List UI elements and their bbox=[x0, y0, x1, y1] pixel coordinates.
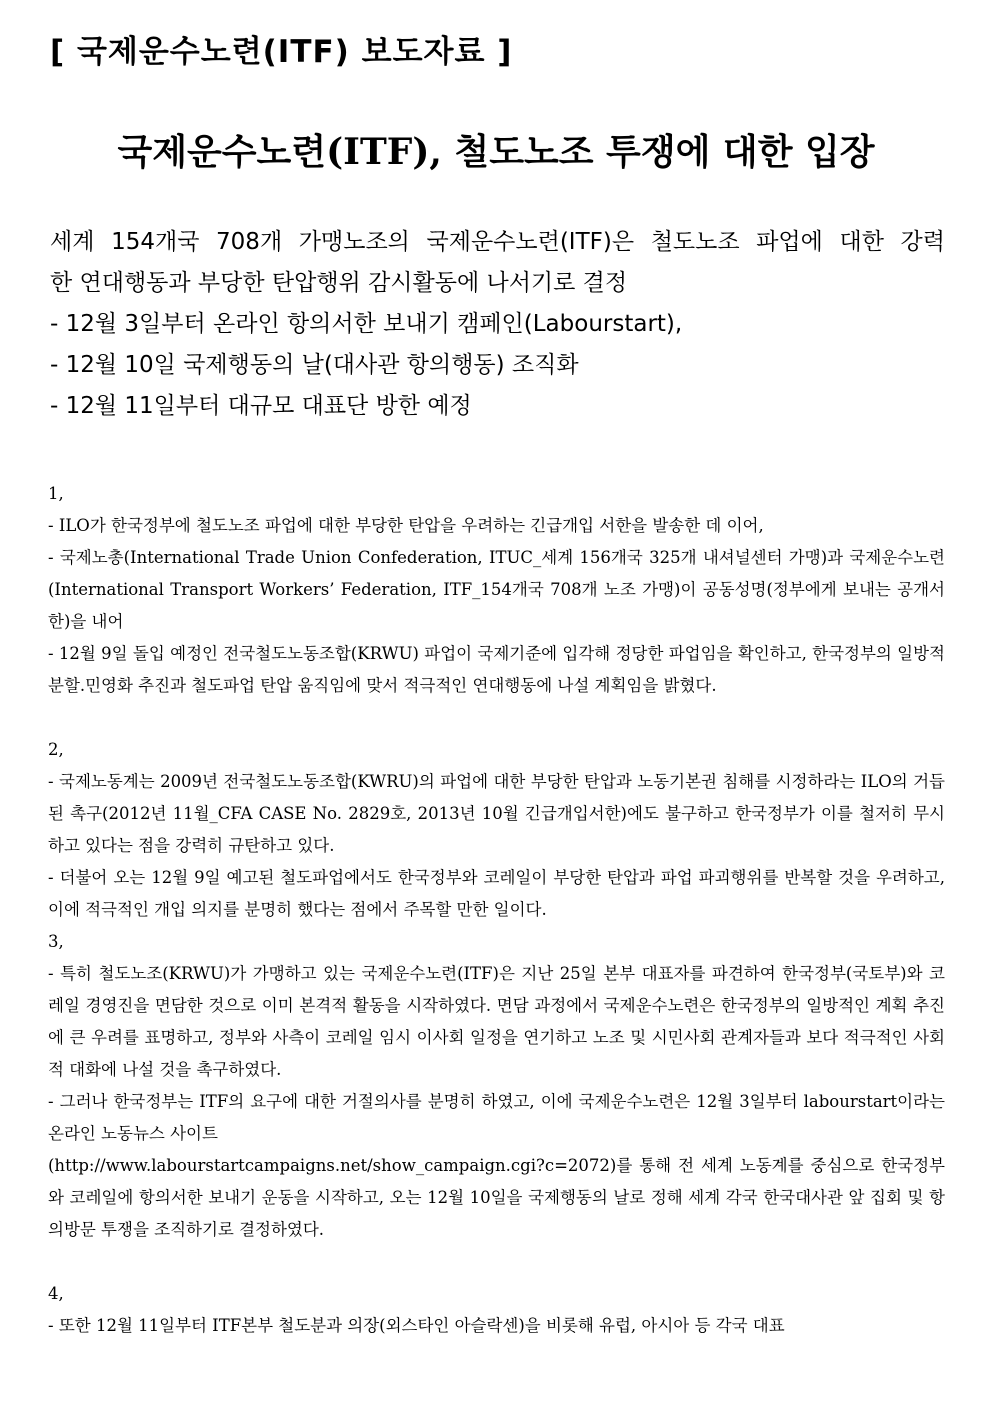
section bbox=[48, 734, 945, 926]
summary-line: 세계 154개국 708개 가맹노조의 국제운수노련(ITF)은 철도노조 파업에 대한 강력 bbox=[50, 229, 945, 255]
summary-bullet: - 12월 10일 국제행동의 날(대사관 항의행동) 조직화 bbox=[50, 352, 579, 378]
spacer bbox=[48, 702, 945, 734]
spacer bbox=[48, 1246, 945, 1278]
paragraph: - 국제노동계는 2009년 전국철도노동조합(KWRU)의 파업에 대한 부당한 탄압과 노동기본권 침해를 시정하라는 ILO의 거듭된 촉구(2012년 11월_CFA CASE No. 2829호, 2013년 10월 긴급개입서한)에도 불구하고 한국정부가 이를 철저히 무시하고 있다는 점을 강력히 규탄하고 있다. bbox=[48, 772, 945, 855]
paragraph: - 더불어 오는 12월 9일 예고된 철도파업에서도 한국정부와 코레일이 부당한 탄압과 파업 파괴행위를 반복할 것을 우려하고, 이에 적극적인 개입 의지를 분명히 했다는 점에서 주목할 만한 일이다. bbox=[48, 868, 945, 919]
section bbox=[48, 1278, 945, 1342]
section-number: 4, bbox=[48, 1284, 64, 1303]
press-release-header: [ 국제운수노련(ITF) 보도자료 ] bbox=[50, 34, 513, 70]
summary-line: 한 연대행동과 부당한 탄압행위 감시활동에 나서기로 결정 bbox=[50, 270, 628, 296]
document-title: 국제운수노련(ITF), 철도노조 투쟁에 대한 입장 bbox=[117, 131, 875, 173]
paragraph: - 그러나 한국정부는 ITF의 요구에 대한 거절의사를 분명히 하였고, 이에 국제운수노련은 12월 3일부터 labourstart이라는 온라인 노동뉴스 사이트 bbox=[48, 1092, 945, 1143]
document-body bbox=[48, 478, 945, 1342]
section bbox=[48, 478, 945, 702]
summary-bullet: - 12월 3일부터 온라인 항의서한 보내기 캠페인(Labourstart), bbox=[50, 311, 683, 337]
paragraph: - 특히 철도노조(KRWU)가 가맹하고 있는 국제운수노련(ITF)은 지난 25일 본부 대표자를 파견하여 한국정부(국토부)와 코레일 경영진을 면담한 것으로 이미 본격적 활동을 시작하였다. 면담 과정에서 국제운수노련은 한국정부의 일방적인 계획 추진에 큰 우려를 표명하고, 정부와 사측이 코레일 임시 이사회 일정을 연기하고 노조 및 시민사회 관계자들과 보다 적극적인 사회적 대화에 나설 것을 촉구하였다. bbox=[48, 964, 945, 1079]
summary-bullet: - 12월 11일부터 대규모 대표단 방한 예정 bbox=[50, 393, 472, 419]
section-number: 1, bbox=[48, 484, 64, 503]
section bbox=[48, 926, 945, 1246]
paragraph: - 국제노총(International Trade Union Confederation, ITUC_세계 156개국 325개 내셔널센터 가맹)과 국제운수노련(International Transport Workers’ Federation, ITF_154개국 708개 노조 가맹)이 공동성명(정부에게 보내는 공개서한)을 내어 bbox=[48, 548, 945, 631]
paragraph: (http://www.labourstartcampaigns.net/show_campaign.cgi?c=2072)를 통해 전 세계 노동계를 중심으로 한국정부와 코레일에 항의서한 보내기 운동을 시작하고, 오는 12월 10일을 국제행동의 날로 정해 세계 각국 한국대사관 앞 집회 및 항의방문 투쟁을 조직하기로 결정하였다. bbox=[48, 1156, 945, 1239]
section-number: 2, bbox=[48, 740, 64, 759]
summary-block bbox=[50, 222, 945, 427]
paragraph: - 또한 12월 11일부터 ITF본부 철도분과 의장(외스타인 아슬락센)을 비롯해 유럽, 아시아 등 각국 대표 bbox=[48, 1316, 785, 1335]
section-number: 3, bbox=[48, 932, 64, 951]
paragraph: - ILO가 한국정부에 철도노조 파업에 대한 부당한 탄압을 우려하는 긴급개입 서한을 발송한 데 이어, bbox=[48, 516, 764, 535]
paragraph: - 12월 9일 돌입 예정인 전국철도노동조합(KRWU) 파업이 국제기준에 입각해 정당한 파업임을 확인하고, 한국정부의 일방적 분할.민영화 추진과 철도파업 탄압 움직임에 맞서 적극적인 연대행동에 나설 계획임을 밝혔다. bbox=[48, 644, 945, 695]
